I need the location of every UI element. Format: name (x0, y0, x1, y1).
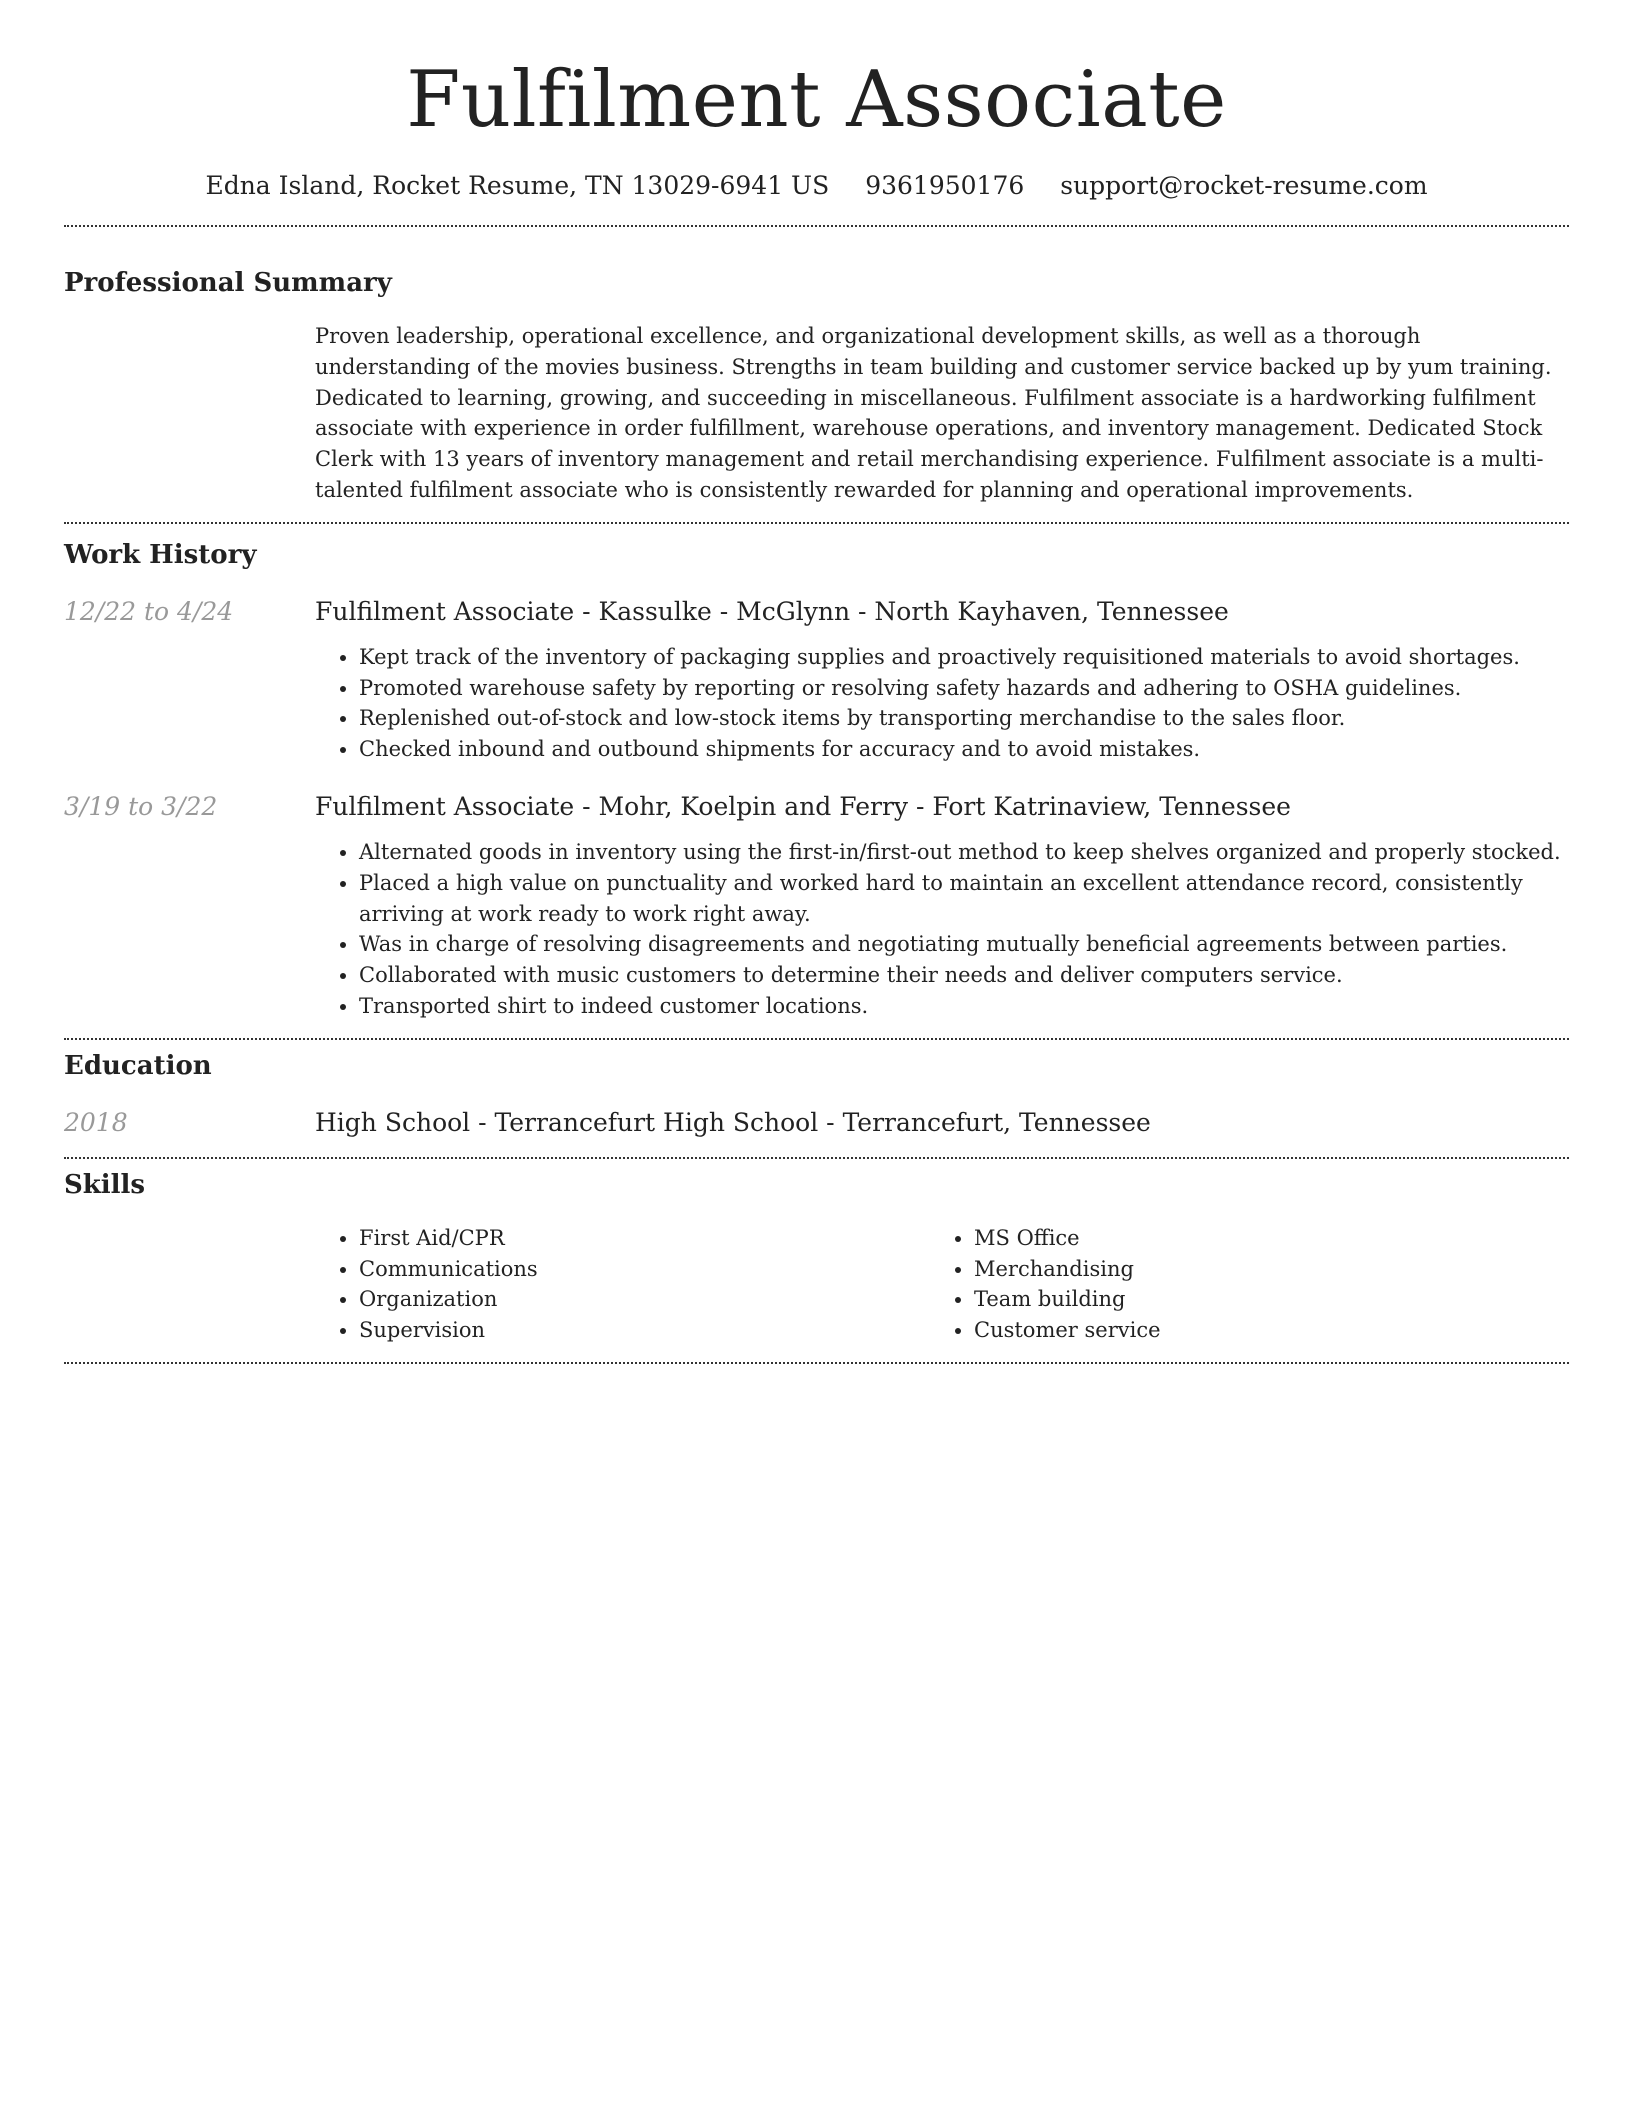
divider (64, 225, 1569, 227)
address-text: Edna Island, Rocket Resume, TN 13029-6941 US (205, 171, 830, 200)
education-title: High School - Terrancefurt High School - Terrancefurt, Tennessee (315, 1107, 1151, 1137)
summary-section (64, 267, 1569, 506)
job-bullet: • Alternated goods in inventory using the first-in/first-out method to keep shelves organized and properly stocked. (359, 837, 1569, 868)
summary-text: Proven leadership, operational excellence, and organizational development skills, as well as a thorough understanding of the movies business. Strengths in team building and customer service backed up by yum training. Dedicated to learning, growing, and succeeding in miscellaneous. Fulfilment associate is a hardworking fulfilment associate with experience in order fulfillment, warehouse operations, and inventory management. Dedicated Stock Clerk with 13 years of inventory management and retail merchandising experience. Fulfilment associate is a multi-talented fulfilment associate who is consistently rewarded for planning and operational improvements. (315, 324, 1552, 502)
resume-title: Fulfilment Associate (406, 55, 1227, 145)
job-bullet: • Transported shirt to indeed customer locations. (359, 991, 1569, 1022)
skills-column-left (315, 1223, 930, 1346)
skills-column-right (930, 1223, 1545, 1346)
contact-line (64, 166, 1569, 206)
job-bullet: • Placed a high value on punctuality and worked hard to maintain an excellent attendance record, consistently arriving at work ready to work right away. (359, 868, 1569, 930)
job-bullet: • Kept track of the inventory of packaging supplies and proactively requisitioned materials to avoid shortages. (359, 642, 1569, 673)
skill-item: • Supervision (359, 1315, 930, 1346)
education-section (64, 1050, 1569, 1140)
skill-item: • First Aid/CPR (359, 1223, 930, 1254)
resume-page (64, 0, 1569, 1364)
skills-list (930, 1223, 1545, 1346)
skills-heading: Skills (64, 1169, 146, 1200)
skills-section (64, 1169, 1569, 1346)
work-history-section (64, 539, 1569, 1022)
job-dates: 3/19 to 3/22 (64, 791, 218, 821)
job-title: Fulfilment Associate - Mohr, Koelpin and Ferry - Fort Katrinaview, Tennessee (315, 791, 1291, 821)
job-bullet: • Collaborated with music customers to determine their needs and deliver computers service. (359, 960, 1569, 991)
divider (64, 1362, 1569, 1364)
job-bullet: • Checked inbound and outbound shipments for accuracy and to avoid mistakes. (359, 734, 1569, 765)
divider (64, 1157, 1569, 1159)
job-dates: 12/22 to 4/24 (64, 596, 234, 626)
job-bullets (315, 642, 1569, 765)
summary-heading: Professional Summary (64, 268, 392, 298)
divider (64, 522, 1569, 524)
skill-item: • Customer service (974, 1315, 1545, 1346)
skill-item: • Communications (359, 1254, 930, 1285)
education-heading: Education (64, 1050, 212, 1081)
job-entry (64, 595, 1569, 765)
email-link[interactable]: support@rocket-resume.com (1060, 171, 1428, 200)
job-bullet: • Promoted warehouse safety by reporting or resolving safety hazards and adhering to OSHA guidelines. (359, 673, 1569, 704)
skill-item: • Merchandising (974, 1254, 1545, 1285)
job-bullet: • Was in charge of resolving disagreements and negotiating mutually beneficial agreements between parties. (359, 929, 1569, 960)
job-title: Fulfilment Associate - Kassulke - McGlynn - North Kayhaven, Tennessee (315, 596, 1229, 626)
divider (64, 1038, 1569, 1040)
skill-item: • Organization (359, 1284, 930, 1315)
skills-list (315, 1223, 930, 1346)
phone-text: 9361950176 (865, 171, 1025, 200)
job-entry (64, 790, 1569, 1022)
education-entry (64, 1106, 1569, 1140)
work-history-heading: Work History (64, 539, 257, 570)
skill-item: • Team building (974, 1284, 1545, 1315)
job-bullets (315, 837, 1569, 1022)
education-year: 2018 (64, 1107, 128, 1137)
skill-item: • MS Office (974, 1223, 1545, 1254)
job-bullet: • Replenished out-of-stock and low-stock items by transporting merchandise to the sales floor. (359, 703, 1569, 734)
